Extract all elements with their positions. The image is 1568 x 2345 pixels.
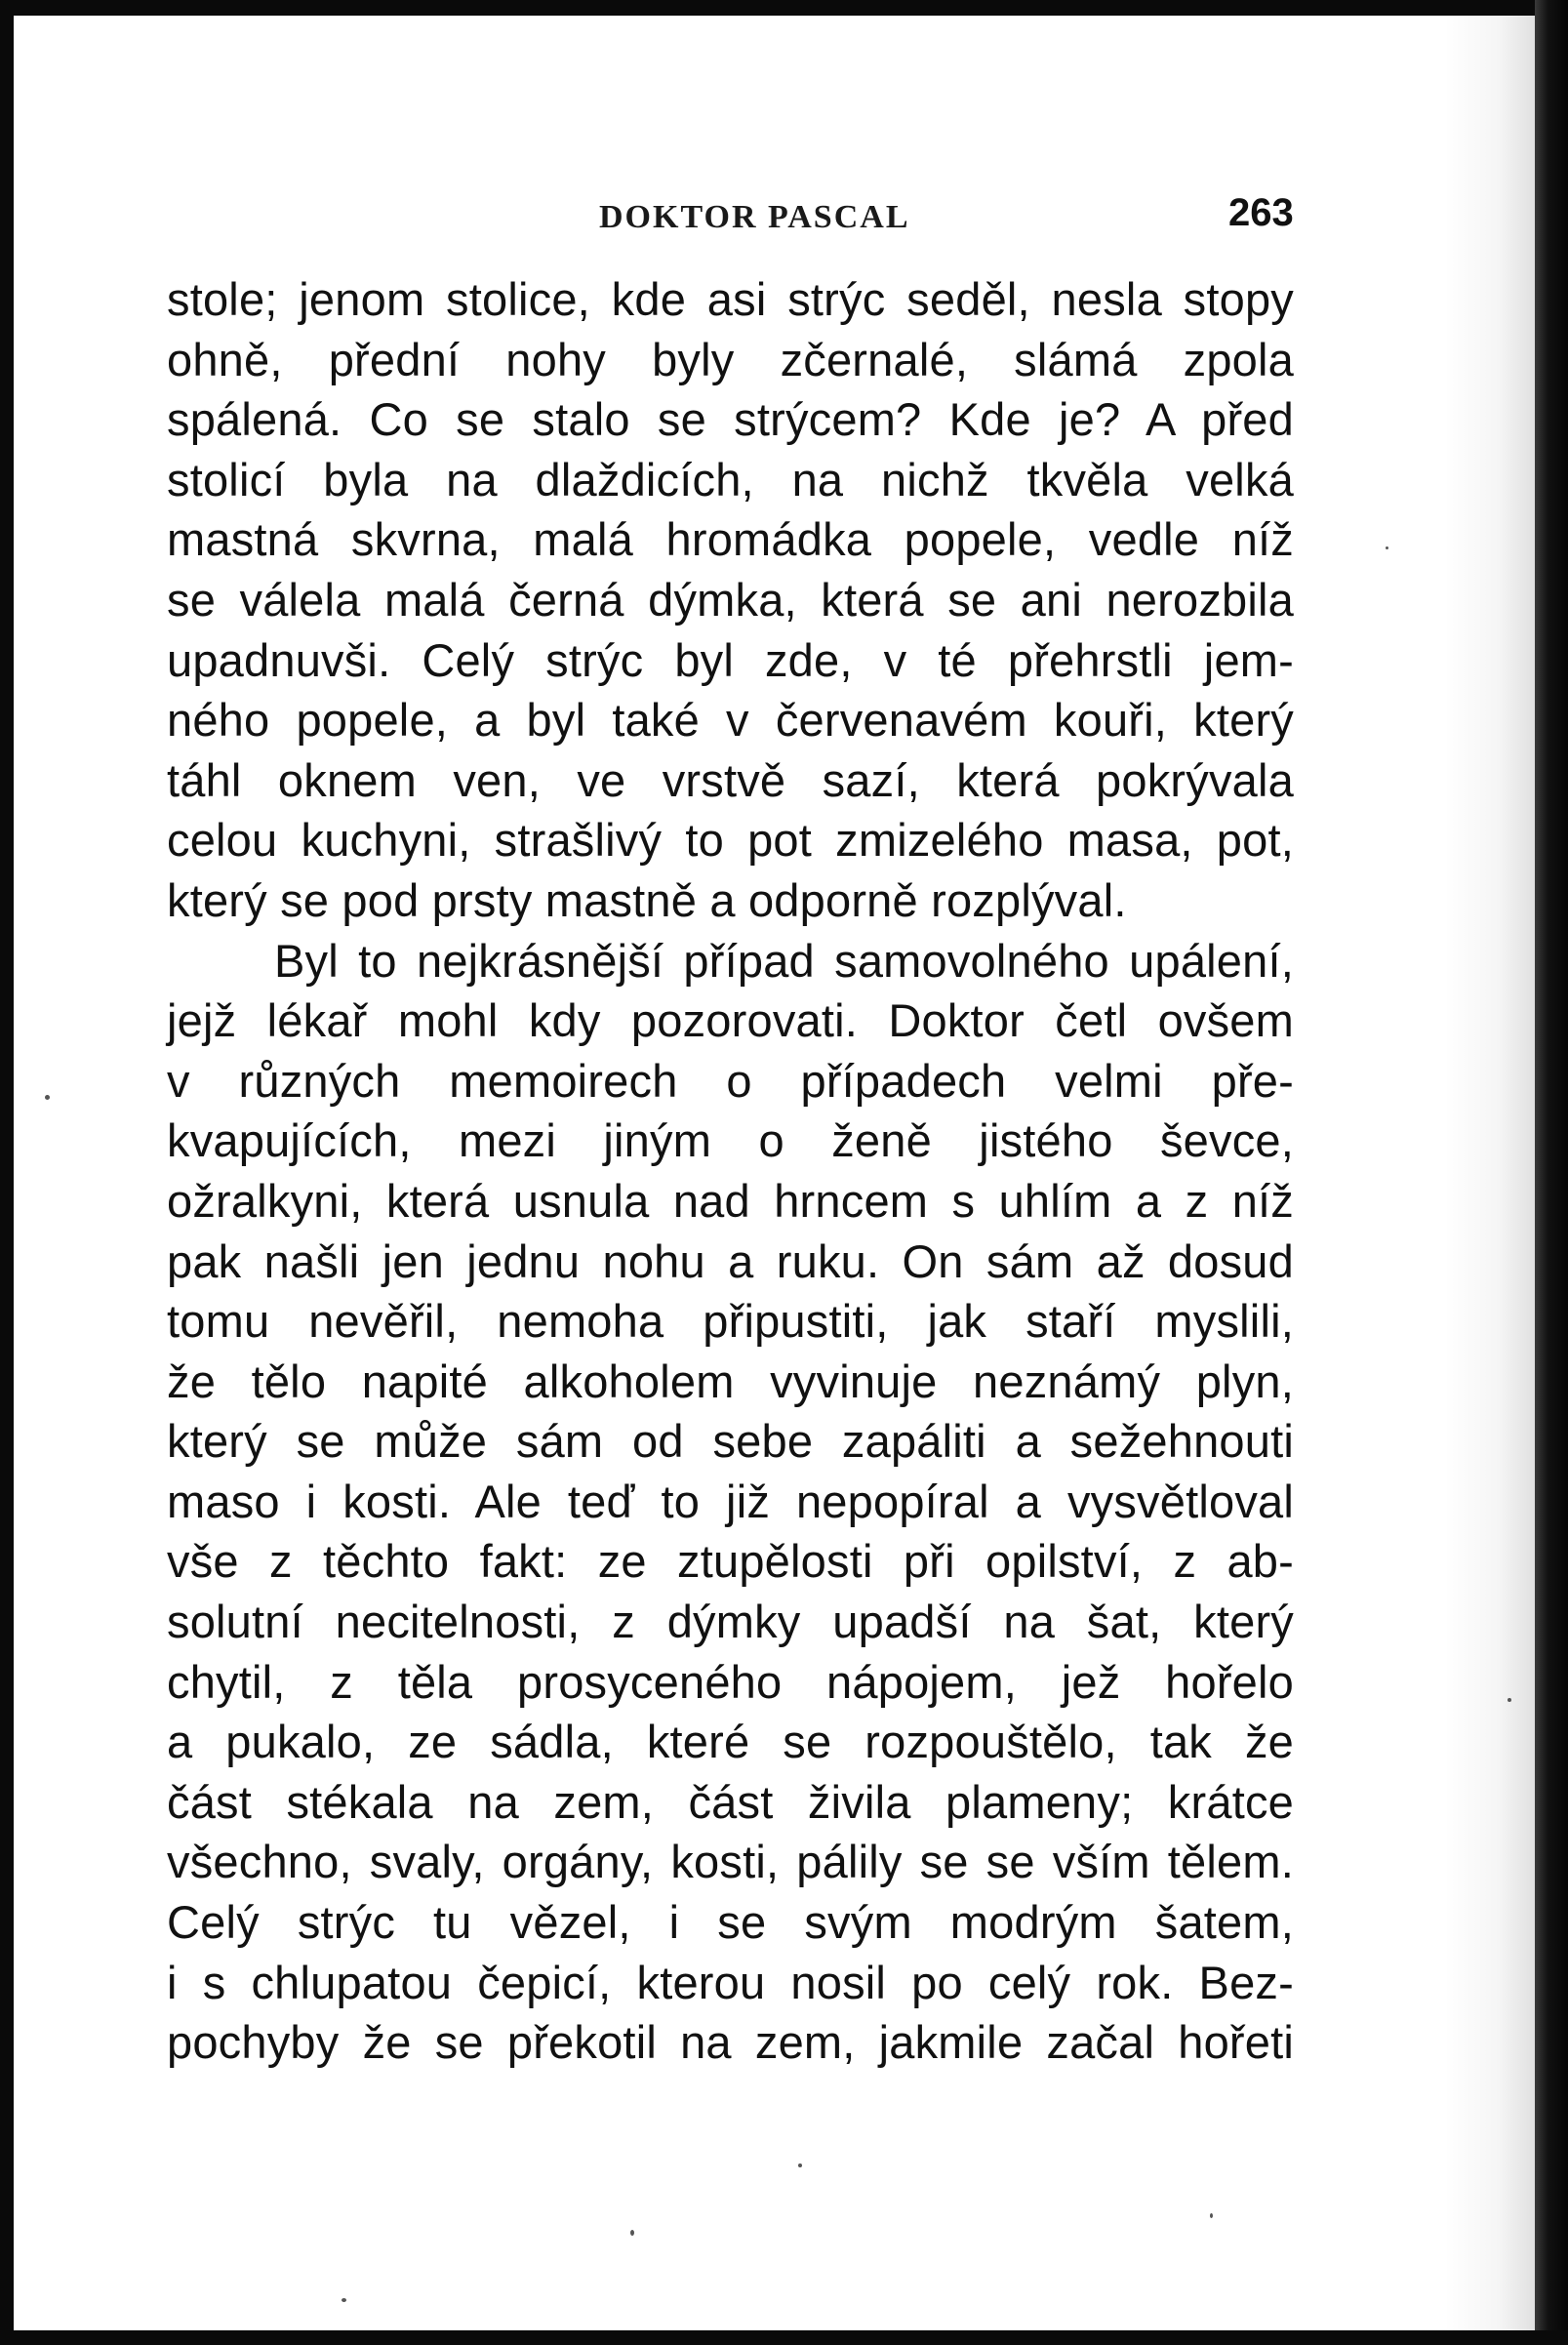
text-line: se válela malá černá dýmka, která se ani nerozbila bbox=[167, 573, 1294, 626]
text-line: maso i kosti. Ale teď to již nepopíral a vysvětloval bbox=[167, 1475, 1294, 1527]
text-line: celou kuchyni, strašlivý to pot zmizelého masa, pot, bbox=[167, 814, 1294, 867]
page-number: 263 bbox=[1228, 191, 1294, 234]
scan-speck bbox=[45, 1095, 50, 1100]
text-line: spálená. Co se stalo se strýcem? Kde je? A před bbox=[167, 393, 1294, 446]
scan-speck bbox=[630, 2230, 634, 2236]
text-line: upadnuvši. Celý strýc byl zde, v té přehrstli jem- bbox=[167, 633, 1294, 686]
scan-speck bbox=[798, 2163, 802, 2167]
text-line: tomu nevěřil, nemoha připustiti, jak staří myslili, bbox=[167, 1295, 1294, 1348]
body-text bbox=[167, 269, 1294, 2073]
text-line: Celý strýc tu vězel, i se svým modrým šatem, bbox=[167, 1896, 1294, 1949]
running-head bbox=[14, 182, 1535, 240]
text-line: chytil, z těla prosyceného nápojem, jež hořelo bbox=[167, 1655, 1294, 1708]
text-line: i s chlupatou čepicí, kterou nosil po celý rok. Bez- bbox=[167, 1956, 1294, 2008]
text-line: táhl oknem ven, ve vrstvě sazí, která pokrývala bbox=[167, 753, 1294, 806]
text-line: pak našli jen jednu nohu a ruku. On sám až dosud bbox=[167, 1234, 1294, 1287]
text-line: který se pod prsty mastně a odporně rozplýval. bbox=[167, 873, 1127, 926]
scan-speck bbox=[342, 2298, 346, 2302]
scan-border-top bbox=[0, 0, 1568, 16]
text-line: kvapujících, mezi jiným o ženě jistého ševce, bbox=[167, 1114, 1294, 1167]
scan-speck bbox=[1386, 546, 1388, 549]
text-line: ného popele, a byl také v červenavém kouři, který bbox=[167, 694, 1294, 747]
running-title: DOKTOR PASCAL bbox=[599, 199, 910, 235]
scan-border-right bbox=[1535, 0, 1568, 2345]
text-line: že tělo napité alkoholem vyvinuje neznámý plyn, bbox=[167, 1354, 1294, 1407]
text-line: pochyby že se překotil na zem, jakmile začal hořeti bbox=[167, 2016, 1294, 2069]
scan-speck bbox=[1508, 1698, 1511, 1702]
text-line: v různých memoirech o případech velmi pře- bbox=[167, 1054, 1294, 1107]
text-line: mastná skvrna, malá hromádka popele, vedle níž bbox=[167, 513, 1294, 566]
scan-speck bbox=[1210, 2213, 1213, 2218]
text-line: vše z těchto fakt: ze ztupělosti při opilství, z ab- bbox=[167, 1535, 1294, 1588]
text-line: ožralkyni, která usnula nad hrncem s uhlím a z níž bbox=[167, 1174, 1294, 1227]
text-line: ohně, přední nohy byly zčernalé, slámá zpola bbox=[167, 333, 1294, 385]
text-line: solutní necitelnosti, z dýmky upadší na šat, který bbox=[167, 1596, 1294, 1648]
text-line: stolicí byla na dlaždicích, na nichž tkvěla velká bbox=[167, 453, 1294, 505]
text-line: stole; jenom stolice, kde asi strýc seděl, nesla stopy bbox=[167, 273, 1294, 325]
text-line: část stékala na zem, část živila plameny; krátce bbox=[167, 1775, 1294, 1828]
text-line: všechno, svaly, orgány, kosti, pálily se se vším tělem. bbox=[167, 1836, 1294, 1888]
text-line: a pukalo, ze sádla, které se rozpouštělo, tak že bbox=[167, 1716, 1294, 1768]
text-line: jejž lékař mohl kdy pozorovati. Doktor četl ovšem bbox=[167, 994, 1294, 1047]
text-line: Byl to nejkrásnější případ samovolného upálení, bbox=[274, 934, 1294, 987]
text-line: který se může sám od sebe zapáliti a sežehnouti bbox=[167, 1415, 1294, 1468]
scan-border-bottom bbox=[0, 2330, 1568, 2345]
scan-border-left bbox=[0, 0, 14, 2345]
